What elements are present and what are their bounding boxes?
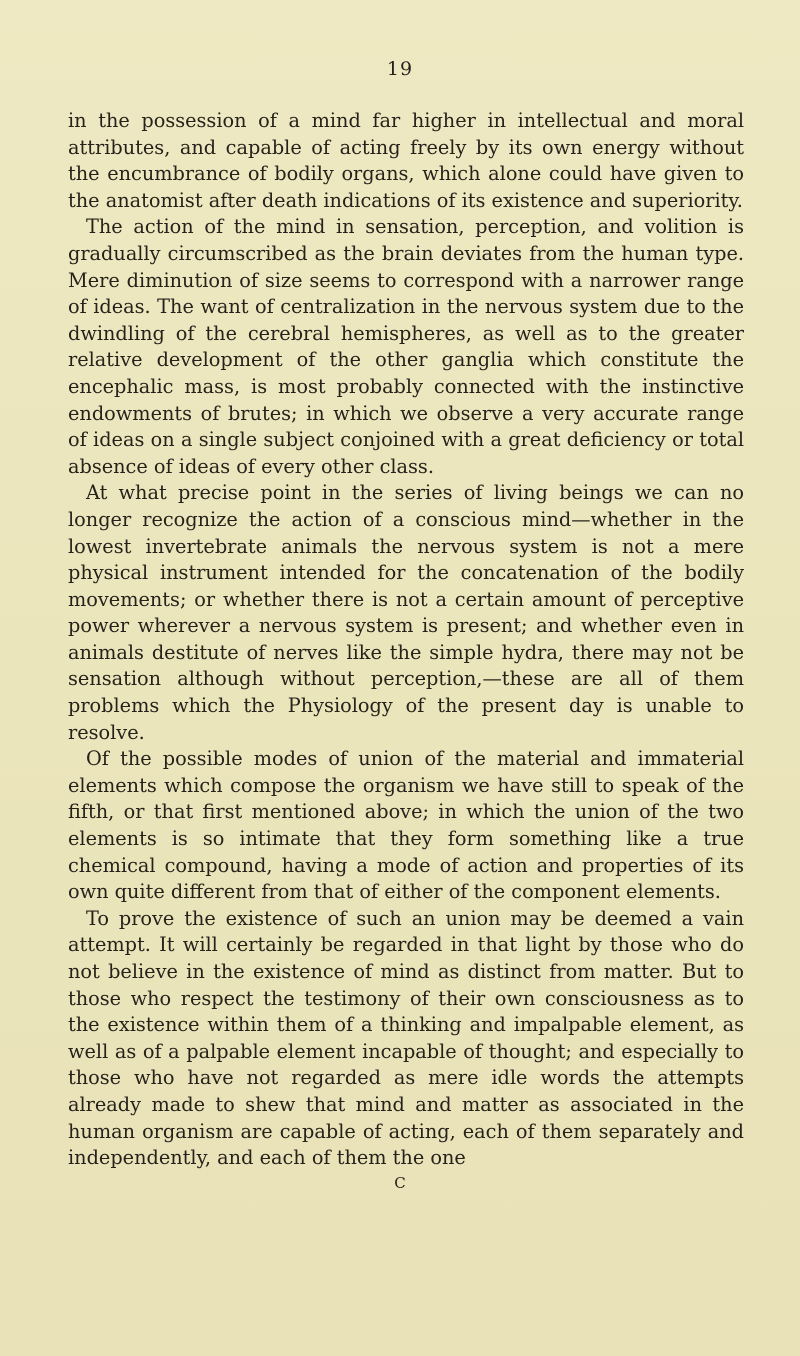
paragraph: The action of the mind in sensation, perception, and volition is gradually circumscribed as the brain deviates from the human type. Mere diminution of size seems to correspond with a narrower range of ideas. The want of centralization in the nervous system due to the dwindling of the cerebral hemispheres, as well as to the greater relative development of the other ganglia which constitute the encephalic mass, is most probably connected with the instinctive endowments of brutes; in which we observe a very accurate range of ideas on a single subject conjoined with a great deficiency or total absence of ideas of every other class. <box>68 215 744 478</box>
paragraph: At what precise point in the series of living beings we can no longer recognize the action of a conscious mind—whether in the lowest invertebrate animals the nervous system is not a mere physical instrument intended for the concatenation of the bodily movements; or whether there is not a certain amount of perceptive power wherever a nervous system is present; and whether even in animals destitute of nerves like the simple hydra, there may not be sensation although without perception,—these are all of them problems which the Physiology of the present day is unable to resolve. <box>68 481 744 744</box>
body-text <box>68 108 744 1172</box>
paragraph: in the possession of a mind far higher in intellectual and moral attributes, and capable of acting freely by its own energy without the encumbrance of bodily organs, which alone could have given to the anatomist after death indications of its existence and superiority. <box>68 109 744 212</box>
signature-mark: C <box>394 1174 406 1192</box>
paragraph: Of the possible modes of union of the material and immaterial elements which compose the organism we have still to speak of the fifth, or that first mentioned above; in which the union of the two elements is so intimate that they form something like a true chemical compound, having a mode of action and properties of its own quite different from that of either of the component elements. <box>68 747 744 904</box>
page-number: 19 <box>386 58 414 80</box>
paragraph: To prove the existence of such an union may be deemed a vain attempt. It will certainly be regarded in that light by those who do not believe in the existence of mind as distinct from matter. But to those who respect the testimony of their own consciousness as to the existence within them of a thinking and impalpable element, as well as of a palpable element incapable of thought; and especially to those who have not regarded as mere idle words the attempts already made to shew that mind and matter as associated in the human organism are capable of acting, each of them separately and independently, and each of them the one <box>68 906 744 1170</box>
